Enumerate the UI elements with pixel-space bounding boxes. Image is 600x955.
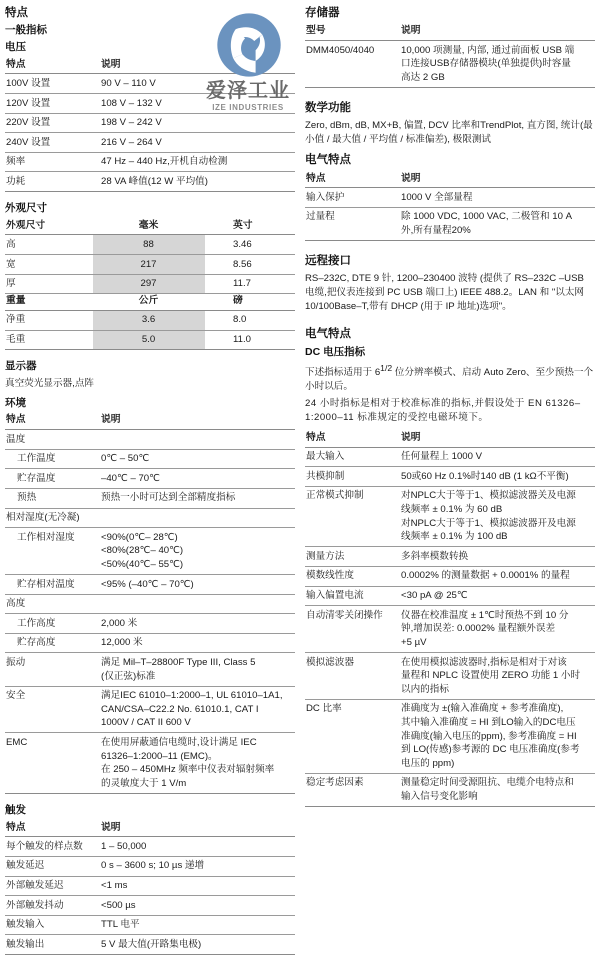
table-row (5, 113, 295, 133)
row-value: 预热一小时可达到全部精度指标 (100, 488, 295, 508)
row-label: 高 (5, 235, 93, 255)
row-label-group: 高度 (5, 594, 100, 614)
value-inch: 11.7 (205, 274, 295, 294)
dc-note-1-pre: 下述指标适用于 6 (305, 367, 381, 379)
dc-note-1 (305, 362, 595, 394)
row-value: 28 VA 峰值(12 W 平均值) (100, 172, 295, 192)
row-label: DC 比率 (305, 699, 400, 773)
col-header-feature: 特点 (5, 413, 100, 429)
row-label-group: 振动 (5, 653, 100, 686)
row-label-sub: 贮存温度 (5, 469, 100, 489)
features-heading: 特点 (5, 7, 28, 19)
dc-note-1-post: 位分辨率模式、启动 Auto Zero、至少预热一个小时以后。 (305, 367, 594, 393)
math-functions-heading: 数学功能 (305, 101, 351, 114)
table-header-row (5, 413, 295, 429)
col-header-weight: 重量 (5, 294, 93, 311)
dc-voltage-heading: DC 电压指标 (305, 345, 366, 358)
col-header-inch: 英寸 (205, 219, 295, 235)
row-label-sub: 预热 (5, 488, 100, 508)
table-row (5, 528, 295, 575)
row-label: 功耗 (5, 172, 100, 192)
table-header-row (5, 821, 295, 837)
dc-note-1-fraction: 1/2 (380, 363, 393, 374)
dimensions-table (5, 219, 295, 351)
table-row (305, 467, 595, 487)
trigger-heading: 触发 (5, 803, 26, 816)
value-inch: 3.46 (205, 235, 295, 255)
remote-interface-text: RS–232C, DTE 9 针, 1200–230400 波特 (提供了 RS–232C –USB 电缆,把仪表连接到 PC USB 端口上) IEEE 488.2。LAN 和 "以太网 10/100Base–T,带有 DHCP (用于 IP 地址)选项"。 (305, 273, 585, 313)
row-label: 自动清零关闭操作 (305, 606, 400, 653)
row-value: 多斜率模数转换 (400, 547, 595, 567)
table-row (5, 935, 295, 955)
col-header-mm: 毫米 (93, 219, 205, 235)
row-label-group: 安全 (5, 686, 100, 733)
value-mm: 3.6 (93, 310, 205, 330)
voltage-table (5, 58, 295, 192)
table-row (305, 207, 595, 240)
row-value: 198 V – 242 V (100, 113, 295, 133)
right-column (305, 6, 595, 873)
col-header-lb: 磅 (205, 294, 295, 311)
table-row (5, 633, 295, 653)
row-label: 触发输出 (5, 935, 100, 955)
row-value: 12,000 米 (100, 633, 295, 653)
row-label: 100V 设置 (5, 74, 100, 94)
table-row (5, 255, 295, 275)
row-label: 每个触发的样点数 (5, 837, 100, 857)
table-row (305, 773, 595, 806)
row-label: 触发延迟 (5, 856, 100, 876)
row-value: 满足IEC 61010–1:2000–1, UL 61010–1A1, CAN/CSA–C22.2 No. 61010.1, CAT I 1000V / CAT II 600 V (100, 686, 295, 733)
value-mm: 5.0 (93, 330, 205, 350)
row-label-group: 温度 (5, 430, 100, 450)
memory-table (305, 24, 595, 88)
row-label-sub: 贮存高度 (5, 633, 100, 653)
row-label: 厚 (5, 274, 93, 294)
table-row (5, 594, 295, 614)
row-value: 任何量程上 1000 V (400, 447, 595, 467)
table-header-row (5, 219, 295, 235)
dimensions-heading: 外观尺寸 (5, 202, 47, 215)
table-row (5, 614, 295, 634)
row-value: 在使用屏蔽通信电缆时,设计满足 IEC 61326–1:2000–11 (EMC)。 在 250 – 450MHz 频率中仪表对辐射频率 的灵敏度大于 1 V/m (100, 733, 295, 793)
value-mm: 217 (93, 255, 205, 275)
row-label: DMM4050/4040 (305, 41, 400, 88)
weight-subheader-row (5, 294, 295, 311)
col-header-feature: 特点 (5, 58, 100, 74)
row-value: <500 µs (100, 896, 295, 916)
display-heading: 显示器 (5, 360, 37, 373)
table-row (5, 310, 295, 330)
electrical-heading: 电气特点 (305, 154, 351, 167)
col-header-feature: 特点 (5, 821, 100, 837)
col-header-feature: 特点 (305, 172, 400, 188)
row-value (100, 594, 295, 614)
row-value: 10,000 项测量, 内部, 通过前面板 USB 端 口连接USB存储器模块(单独提供)时容量 高达 2 GB (400, 41, 595, 88)
value-mm: 88 (93, 235, 205, 255)
row-value: 除 1000 VDC, 1000 VAC, 二极管和 10 A 外,所有量程20% (400, 207, 595, 240)
table-row (305, 586, 595, 606)
dc-note-2: 24 小时指标是相对于校准标准的指标,并假设处于 EN 61326–1:2000–11 标准规定的受控电磁环境下。 (305, 398, 581, 424)
display-text: 真空荧光显示器,点阵 (5, 377, 95, 389)
row-value: <1 ms (100, 876, 295, 896)
table-header-row (305, 24, 595, 40)
row-label: 外部触发抖动 (5, 896, 100, 916)
table-row (5, 915, 295, 935)
row-value: <95% (–40℃ – 70℃) (100, 575, 295, 595)
row-label: 模数线性度 (305, 566, 400, 586)
trigger-table (5, 821, 295, 955)
memory-heading: 存储器 (305, 7, 340, 19)
table-row (5, 575, 295, 595)
row-label: 净重 (5, 310, 93, 330)
environment-heading: 环境 (5, 396, 26, 409)
row-value: 216 V – 264 V (100, 133, 295, 153)
table-row (5, 508, 295, 528)
col-header-description: 说明 (400, 24, 595, 40)
row-label: 频率 (5, 152, 100, 172)
table-row (305, 699, 595, 773)
general-spec-heading: 一般指标 (5, 24, 47, 37)
electrical-heading-2: 电气特点 (305, 328, 351, 341)
table-row (5, 686, 295, 733)
col-header-description: 说明 (400, 431, 595, 447)
table-row (305, 566, 595, 586)
table-row (305, 188, 595, 208)
table-row (5, 876, 295, 896)
row-value: 5 V 最大值(开路集电极) (100, 935, 295, 955)
row-label-group: 相对湿度(无冷凝) (5, 508, 100, 528)
table-row (5, 94, 295, 114)
dc-voltage-table (305, 431, 595, 807)
row-value: 对NPLC大于等于1、模拟滤波器关及电源 线频率 ± 0.1% 为 60 dB 对NPLC大于等于1、模拟滤波器开及电源 线频率 ± 0.1% 为 100 dB (400, 486, 595, 546)
environment-table (5, 413, 295, 794)
value-inch: 8.0 (205, 310, 295, 330)
math-functions-text: Zero, dBm, dB, MX+B, 偏置, DCV 比率和TrendPlot, 直方图, 统计(最小值 / 最大值 / 平均值 / 标准偏差), 极限测试 (305, 120, 593, 146)
col-header-description: 说明 (400, 172, 595, 188)
row-label: 外部触发延迟 (5, 876, 100, 896)
row-label-sub: 工作相对湿度 (5, 528, 100, 575)
table-row (305, 547, 595, 567)
table-row (5, 235, 295, 255)
row-label: 模拟滤波器 (305, 653, 400, 700)
row-label: 最大输入 (305, 447, 400, 467)
row-value (100, 508, 295, 528)
row-value: <90%(0℃– 28℃) <80%(28℃– 40℃) <50%(40℃– 55℃) (100, 528, 295, 575)
row-value: 0.0002% 的测量数据 + 0.0001% 的量程 (400, 566, 595, 586)
row-value: –40℃ – 70℃ (100, 469, 295, 489)
table-row (5, 172, 295, 192)
row-label-sub: 贮存相对温度 (5, 575, 100, 595)
row-label: 毛重 (5, 330, 93, 350)
row-label-group: EMC (5, 733, 100, 793)
table-row (305, 653, 595, 700)
voltage-heading: 电压 (5, 41, 26, 54)
table-header-row (305, 172, 595, 188)
table-row (5, 837, 295, 857)
row-label: 触发输入 (5, 915, 100, 935)
row-value: 满足 Mil–T–28800F Type III, Class 5 (仅正弦)标准 (100, 653, 295, 686)
watermark-cn-text: 爱泽工业 (206, 78, 290, 102)
table-header-row (5, 58, 295, 74)
row-value: 0 s – 3600 s; 10 µs 递增 (100, 856, 295, 876)
row-value: TTL 电平 (100, 915, 295, 935)
table-row (5, 733, 295, 793)
table-row (5, 430, 295, 450)
table-header-row (305, 431, 595, 447)
col-header-description: 说明 (100, 58, 295, 74)
row-label: 120V 设置 (5, 94, 100, 114)
row-label: 测量方法 (305, 547, 400, 567)
row-value: 准确度为 ±(输入准确度 + 参考准确度), 其中输入准确度 = HI 到LO输入的DC电压 准确度(输入电压的ppm), 参考准确度 = HI 到 LO(传感)参考源的 DC 电压准确度(参考 电压的 ppm) (400, 699, 595, 773)
row-label: 共模抑制 (305, 467, 400, 487)
table-row (305, 606, 595, 653)
col-header-feature: 特点 (305, 431, 400, 447)
col-header-kg: 公斤 (93, 294, 205, 311)
table-row (305, 447, 595, 467)
row-value: 90 V – 110 V (100, 74, 295, 94)
electrical-table (305, 172, 595, 242)
row-label-sub: 工作高度 (5, 614, 100, 634)
row-value: 50或60 Hz 0.1%时140 dB (1 kΩ不平衡) (400, 467, 595, 487)
col-header-model: 型号 (305, 24, 400, 40)
watermark-en-text: IZE INDUSTRIES (212, 103, 284, 112)
row-value: 108 V – 132 V (100, 94, 295, 114)
value-inch: 11.0 (205, 330, 295, 350)
row-value: 在使用模拟滤波器时,指标是相对于对该 量程和 NPLC 设置使用 ZERO 功能 1 小时 以内的指标 (400, 653, 595, 700)
value-inch: 8.56 (205, 255, 295, 275)
table-row (5, 133, 295, 153)
table-row (5, 896, 295, 916)
col-header-description: 说明 (100, 413, 295, 429)
col-header-description: 说明 (100, 821, 295, 837)
table-row (305, 486, 595, 546)
row-value (100, 430, 295, 450)
row-value: 1000 V 全部量程 (400, 188, 595, 208)
row-value: <30 pA @ 25℃ (400, 586, 595, 606)
table-row (5, 74, 295, 94)
col-header-dimension: 外观尺寸 (5, 219, 93, 235)
row-label: 220V 设置 (5, 113, 100, 133)
table-row (5, 152, 295, 172)
row-label: 过量程 (305, 207, 400, 240)
row-label-sub: 工作温度 (5, 449, 100, 469)
value-mm: 297 (93, 274, 205, 294)
table-row (305, 41, 595, 88)
table-row (5, 449, 295, 469)
table-row (5, 856, 295, 876)
row-value: 测量稳定时间受源阻抗、电缆介电特点和 输入信号变化影响 (400, 773, 595, 806)
remote-interface-heading: 远程接口 (305, 255, 351, 268)
table-row (5, 469, 295, 489)
row-label: 输入保护 (305, 188, 400, 208)
row-label: 稳定考虑因素 (305, 773, 400, 806)
row-value: 仪器在校准温度 ± 1℃时预热不到 10 分 钟,增加误差: 0.0002% 量程额外误差 +5 µV (400, 606, 595, 653)
table-row (5, 330, 295, 350)
row-label: 输入偏置电流 (305, 586, 400, 606)
table-row (5, 653, 295, 686)
row-value: 47 Hz – 440 Hz,开机自动检测 (100, 152, 295, 172)
row-label: 宽 (5, 255, 93, 275)
row-label: 240V 设置 (5, 133, 100, 153)
row-label: 正常模式抑制 (305, 486, 400, 546)
table-row (5, 274, 295, 294)
row-value: 0℃ – 50℃ (100, 449, 295, 469)
left-column (5, 6, 295, 950)
table-row (5, 488, 295, 508)
row-value: 1 – 50,000 (100, 837, 295, 857)
row-value: 2,000 米 (100, 614, 295, 634)
